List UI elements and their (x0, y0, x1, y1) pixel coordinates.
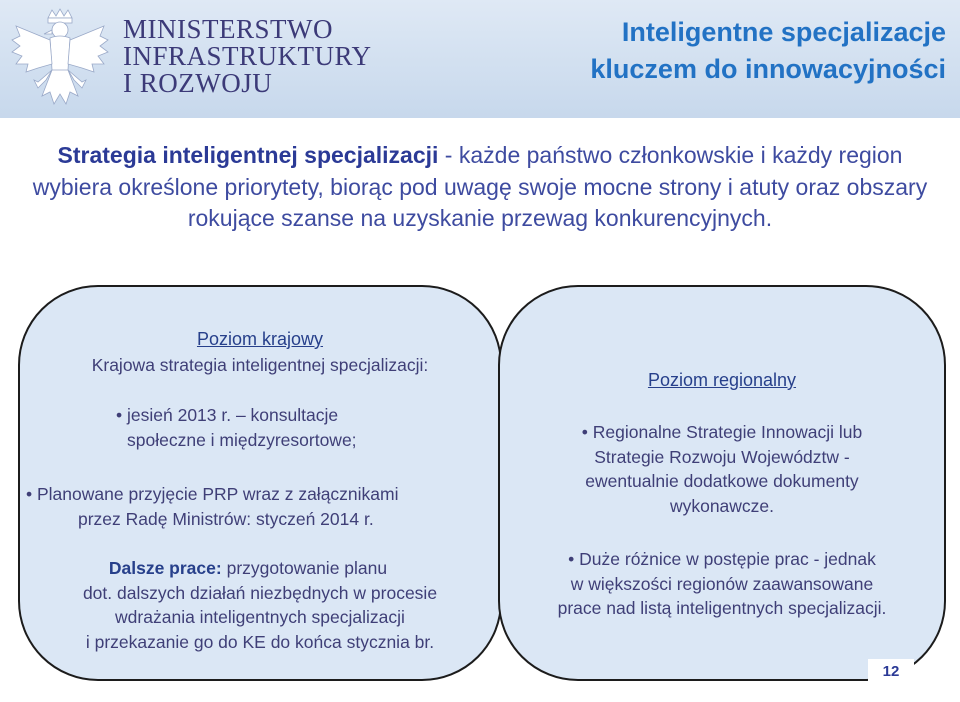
national-level-title: Poziom krajowy (196, 329, 324, 349)
title-line: kluczem do innowacyjności (590, 54, 946, 84)
regional-level-title: Poziom regionalny (647, 370, 797, 390)
slide-header (0, 0, 960, 118)
bullet-text: Duże różnice w postępie prac - jednak (579, 549, 876, 569)
further-work-text: dot. dalszych działań niezbędnych w procesie (82, 582, 438, 603)
slide-title (590, 14, 946, 88)
bullet-text: Strategie Rozwoju Województw - (594, 446, 850, 467)
bullet-icon: • (581, 422, 593, 442)
intro-bold: Strategia inteligentnej specjalizacji (57, 142, 439, 168)
further-work-text: i przekazanie go do KE do końca stycznia br. (85, 631, 435, 652)
bullet-progress-differences (500, 547, 944, 621)
national-level-box (18, 285, 502, 681)
page-number: 12 (868, 659, 914, 687)
further-work-text: przygotowanie planu (221, 558, 388, 578)
regional-level-box (498, 285, 946, 681)
ministry-line: INFRASTRUKTURY (123, 41, 372, 71)
bullet-text: ewentualnie dodatkowe dokumenty (585, 471, 859, 491)
bullet-text: Planowane przyjęcie PRP wraz z załącznikami (37, 484, 399, 504)
further-work (20, 556, 500, 654)
title-line: Inteligentne specjalizacje (621, 17, 946, 47)
intro-text: - każde państwo członkowskie i każdy region wybiera określone priorytety, biorąc pod uwagę swoje mocne strony i atuty oraz obszary rokujące szanse na uzyskanie przewag konkurencyjnych. (32, 142, 928, 231)
bullet-text: społeczne i międzyresortowe; (127, 429, 357, 450)
bullet-adoption (26, 482, 399, 531)
bullet-text: wykonawcze. (669, 495, 775, 516)
bullet-text: Regionalne Strategie Innowacji lub (592, 422, 863, 442)
ministry-name (123, 16, 372, 97)
further-work-label: Dalsze prace: (108, 558, 222, 578)
ministry-line: I ROZWOJU (123, 68, 273, 98)
bullet-text: prace nad listą inteligentnych specjalizacji. (557, 598, 887, 618)
bullet-icon: • (26, 484, 37, 504)
eagle-emblem-icon (8, 8, 113, 112)
bullet-icon: • (568, 549, 580, 569)
ministry-line: MINISTERSTWO (123, 14, 333, 44)
bullet-text: jesień 2013 r. – konsultacje (127, 405, 339, 425)
national-strategy-subtitle: Krajowa strategia inteligentnej specjalizacji: (91, 355, 429, 375)
bullet-regional-strategies (500, 420, 944, 518)
bullet-text: przez Radę Ministrów: styczeń 2014 r. (78, 508, 374, 529)
bullet-consultations (116, 403, 357, 452)
bullet-icon: • (116, 405, 127, 425)
further-work-text: wdrażania inteligentnych specjalizacji (115, 607, 405, 627)
bullet-text: w większości regionów zaawansowane (570, 573, 874, 594)
intro-paragraph (30, 140, 930, 235)
